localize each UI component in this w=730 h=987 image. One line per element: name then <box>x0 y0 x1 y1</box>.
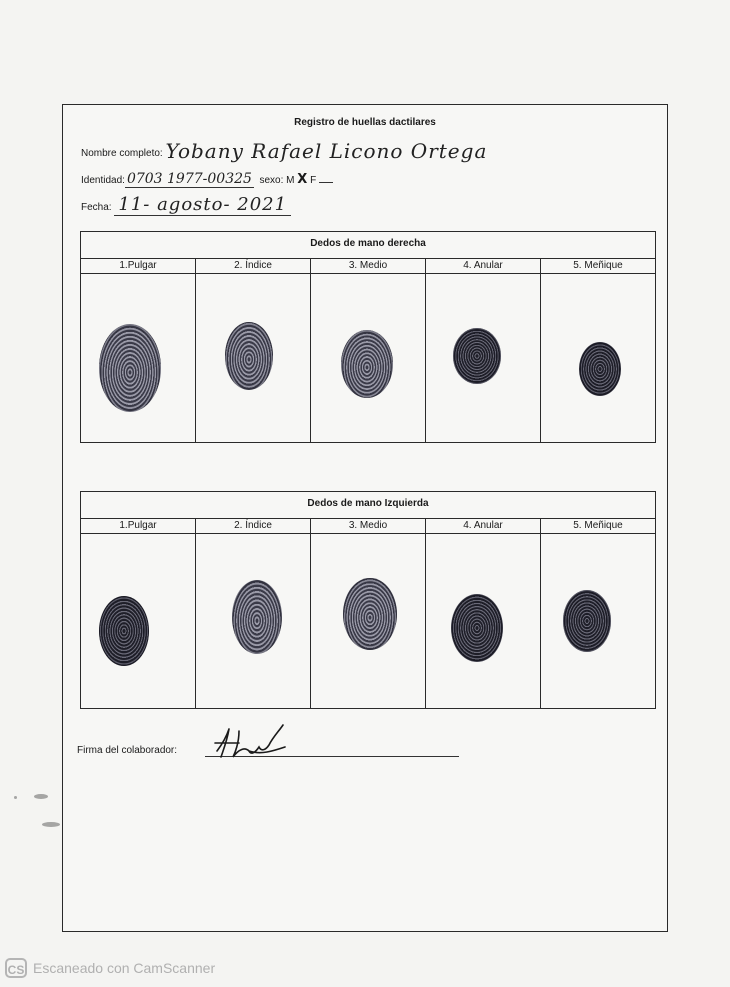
left-middle-label: 3. Medio <box>311 519 425 534</box>
id-row <box>81 171 333 187</box>
name-row <box>81 137 487 161</box>
scan-smudge <box>42 822 60 827</box>
sex-f-option: F <box>310 175 317 186</box>
id-value: 0703 1977-00325 <box>126 171 252 187</box>
left-index-fingerprint <box>232 580 282 654</box>
date-value: 11- agosto- 2021 <box>114 194 291 216</box>
right-ring-fingerprint <box>453 328 501 384</box>
camscanner-watermark <box>5 958 215 978</box>
right-thumb-cell <box>81 259 196 442</box>
right-little-label: 5. Meñique <box>541 259 655 274</box>
right-middle-fingerprint <box>341 330 393 398</box>
left-index-label: 2. Índice <box>196 519 310 534</box>
sex-m-option: M <box>286 175 295 186</box>
sex-check-mark: X <box>297 172 308 187</box>
left-thumb-cell <box>81 519 196 708</box>
right-index-cell <box>196 259 311 442</box>
form-title: Registro de huellas dactilares <box>294 117 436 128</box>
right-ring-cell <box>426 259 541 442</box>
date-row <box>81 194 291 215</box>
sex-label: sexo: <box>259 175 284 186</box>
right-index-label: 2. Índice <box>196 259 310 274</box>
camscanner-text: Escaneado con CamScanner <box>33 960 216 976</box>
id-label: Identidad: <box>81 175 125 186</box>
name-value: Yobany Rafael Licono Ortega <box>165 139 488 163</box>
left-little-label: 5. Meñique <box>541 519 655 534</box>
date-label: Fecha: <box>81 202 112 213</box>
left-ring-fingerprint <box>451 594 503 662</box>
left-ring-cell <box>426 519 541 708</box>
left-thumb-label: 1.Pulgar <box>81 519 195 534</box>
left-thumb-fingerprint <box>99 596 149 666</box>
handwritten-signature <box>209 721 289 763</box>
camscanner-logo-icon: CS <box>5 958 27 978</box>
right-little-cell <box>541 259 655 442</box>
left-middle-cell <box>311 519 426 708</box>
right-middle-cell <box>311 259 426 442</box>
left-middle-fingerprint <box>343 578 397 650</box>
right-hand-table <box>80 231 656 443</box>
right-middle-label: 3. Medio <box>311 259 425 274</box>
right-index-fingerprint <box>225 322 273 390</box>
right-thumb-fingerprint <box>99 324 161 412</box>
sex-f-blank <box>319 182 333 183</box>
left-index-cell <box>196 519 311 708</box>
left-little-fingerprint <box>563 590 611 652</box>
name-label: Nombre completo: <box>81 148 163 159</box>
left-hand-table <box>80 491 656 709</box>
scan-smudge <box>34 794 48 799</box>
right-ring-label: 4. Anular <box>426 259 540 274</box>
scan-smudge <box>14 796 17 799</box>
right-little-fingerprint <box>579 342 621 396</box>
left-hand-title: Dedos de mano Izquierda <box>81 492 655 519</box>
left-little-cell <box>541 519 655 708</box>
fingerprint-form <box>62 104 668 932</box>
signature-label: Firma del colaborador: <box>77 745 178 756</box>
left-ring-label: 4. Anular <box>426 519 540 534</box>
right-hand-title: Dedos de mano derecha <box>81 232 655 259</box>
right-thumb-label: 1.Pulgar <box>81 259 195 274</box>
signature-row <box>77 745 177 756</box>
